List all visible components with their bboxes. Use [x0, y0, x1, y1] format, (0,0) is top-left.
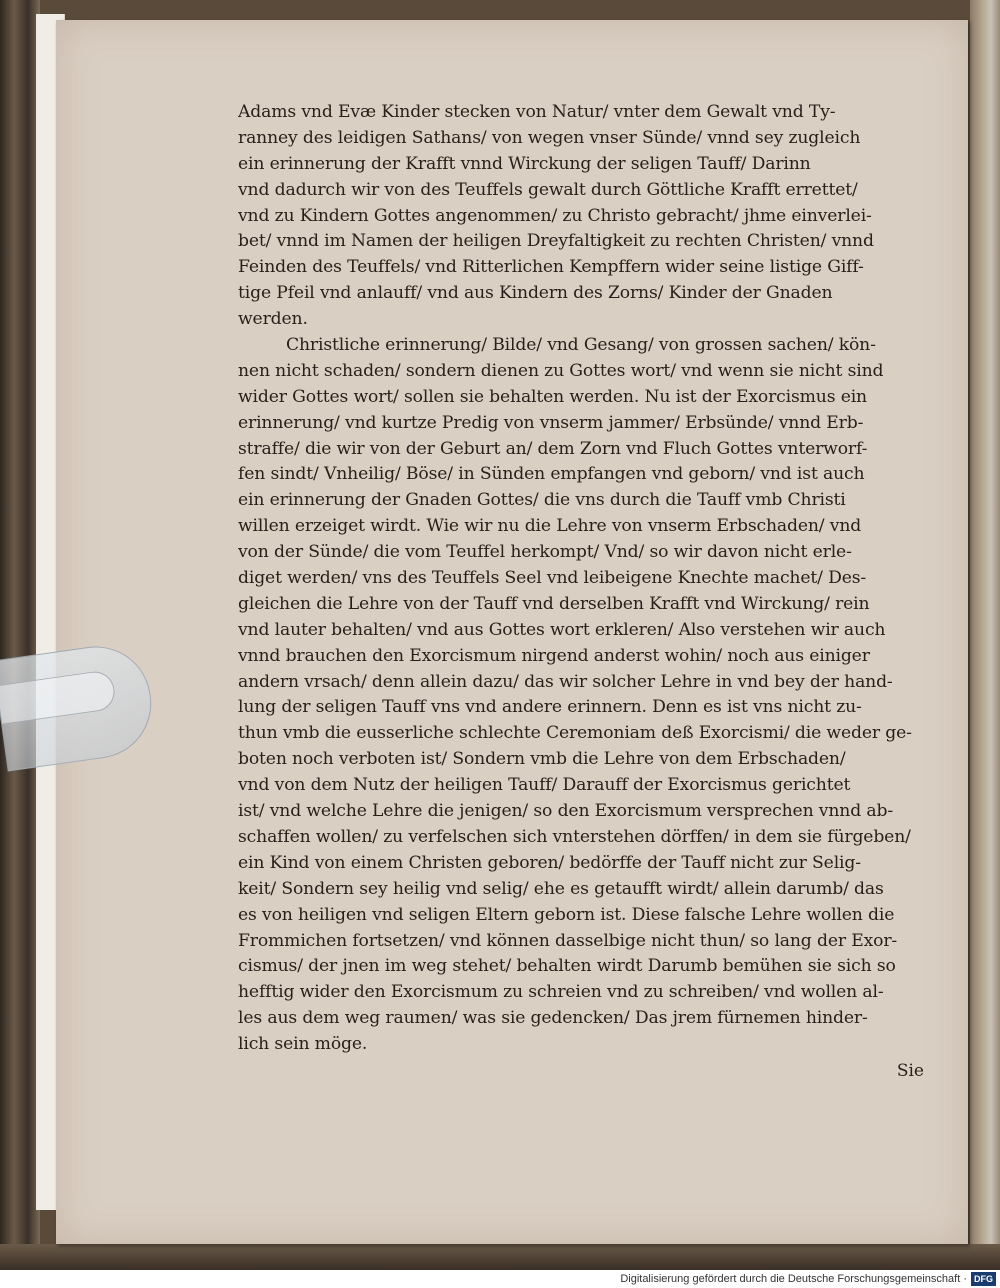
text-line: boten noch verboten ist/ Sondern vmb die Lehre von dem Erbschaden/ — [238, 749, 846, 770]
text-line: werden. — [238, 309, 308, 330]
text-line: ranney des leidigen Sathans/ von wegen vnser Sünde/ vnnd sey zugleich — [238, 127, 861, 148]
text-line: ist/ vnd welche Lehre die jenigen/ so den Exorcismum versprechen vnnd ab- — [238, 801, 893, 822]
page-text — [238, 100, 930, 1058]
text-line: diget werden/ vns des Teuffels Seel vnd leibeigene Knechte machet/ Des- — [238, 568, 867, 589]
text-line: gleichen die Lehre von der Tauff vnd derselben Krafft vnd Wirckung/ rein — [238, 593, 870, 614]
text-line: les aus dem weg raumen/ was sie gedencken/ Das jrem fürnemen hinder- — [238, 1008, 868, 1029]
text-line: lich sein möge. — [238, 1034, 368, 1055]
text-line: lung der seligen Tauff vns vnd andere erinnern. Denn es ist vns nicht zu- — [238, 697, 862, 718]
book-cover-right — [970, 0, 1000, 1270]
text-line: vnd dadurch wir von des Teuffels gewalt durch Göttliche Krafft errettet/ — [238, 179, 858, 200]
text-line: thun vmb die eusserliche schlechte Ceremoniam deß Exorcismi/ die weder ge- — [238, 723, 912, 744]
text-line: Christliche erinnerung/ Bilde/ vnd Gesang/ von grossen sachen/ kön- — [286, 335, 876, 356]
text-line: Adams vnd Evæ Kinder stecken von Natur/ vnter dem Gewalt vnd Ty- — [238, 102, 836, 122]
text-line: Frommichen fortsetzen/ vnd können dasselbige nicht thun/ so lang der Exor- — [238, 930, 898, 951]
book-page — [56, 20, 968, 1244]
text-line: fen sindt/ Vnheilig/ Böse/ in Sünden empfangen vnd geborn/ vnd ist auch — [238, 464, 865, 485]
dfg-logo[interactable]: DFG — [971, 1272, 996, 1286]
text-line: ein erinnerung der Gnaden Gottes/ die vns durch die Tauff vmb Christi — [238, 490, 846, 511]
text-line: andern vrsach/ denn allein dazu/ das wir solcher Lehre in vnd bey der hand- — [238, 671, 893, 692]
text-line: cismus/ der jnen im weg stehet/ behalten wirdt Darumb bemühen sie sich so — [238, 956, 896, 977]
text-line: Feinden des Teuffels/ vnd Ritterlichen Kempffern wider seine listige Giff- — [238, 257, 864, 278]
clip-slot — [0, 669, 117, 725]
text-line: straffe/ die wir von der Geburt an/ dem Zorn vnd Fluch Gottes vnterworf- — [238, 438, 868, 459]
text-line: erinnerung/ vnd kurtze Predig von vnserm jammer/ Erbsünde/ vnnd Erb- — [238, 412, 864, 433]
text-line: ein Kind von einem Christen geboren/ bedörffe der Tauff nicht zur Selig- — [238, 852, 861, 873]
book-cover-left — [0, 0, 40, 1270]
text-line: vnnd brauchen den Exorcismum nirgend anderst wohin/ noch aus einiger — [238, 645, 870, 666]
text-line: ein erinnerung der Krafft vnnd Wirckung der seligen Tauff/ Darinn — [238, 153, 811, 174]
text-line: es von heiligen vnd seligen Eltern geborn ist. Diese falsche Lehre wollen die — [238, 904, 895, 925]
text-line: vnd lauter behalten/ vnd aus Gottes wort erkleren/ Also verstehen wir auch — [238, 619, 886, 640]
text-line: tige Pfeil vnd anlauff/ vnd aus Kindern des Zorns/ Kinder der Gnaden — [238, 283, 833, 304]
text-line: wider Gottes wort/ sollen sie behalten werden. Nu ist der Exorcismus ein — [238, 386, 867, 407]
funding-credit: Digitalisierung gefördert durch die Deutsche Forschungsgemeinschaft · — [620, 1273, 967, 1285]
text-line: keit/ Sondern sey heilig vnd selig/ ehe es getaufft wirdt/ allein darumb/ das — [238, 878, 884, 899]
text-line: bet/ vnnd im Namen der heiligen Dreyfaltigkeit zu rechten Christen/ vnnd — [238, 231, 874, 252]
text-line: nen nicht schaden/ sondern dienen zu Gottes wort/ vnd wenn sie nicht sind — [238, 360, 884, 381]
text-line: hefftig wider den Exorcismum zu schreien vnd zu schreiben/ vnd wollen al- — [238, 982, 884, 1003]
text-line: schaffen wollen/ zu verfelschen sich vnterstehen dörffen/ in dem sie fürgeben/ — [238, 826, 911, 847]
text-line: von der Sünde/ die vom Teuffel herkompt/ Vnd/ so wir davon nicht erle- — [238, 542, 852, 563]
text-line: vnd von dem Nutz der heiligen Tauff/ Darauff der Exorcismus gerichtet — [238, 775, 851, 796]
text-line: vnd zu Kindern Gottes angenommen/ zu Christo gebracht/ jhme einverlei- — [238, 205, 872, 226]
text-line: willen erzeiget wirdt. Wie wir nu die Lehre von vnserm Erbschaden/ vnd — [238, 516, 862, 537]
footer-bar — [0, 1270, 1000, 1288]
book-cover-bottom — [0, 1244, 1000, 1270]
catchword: Sie — [896, 1061, 924, 1081]
